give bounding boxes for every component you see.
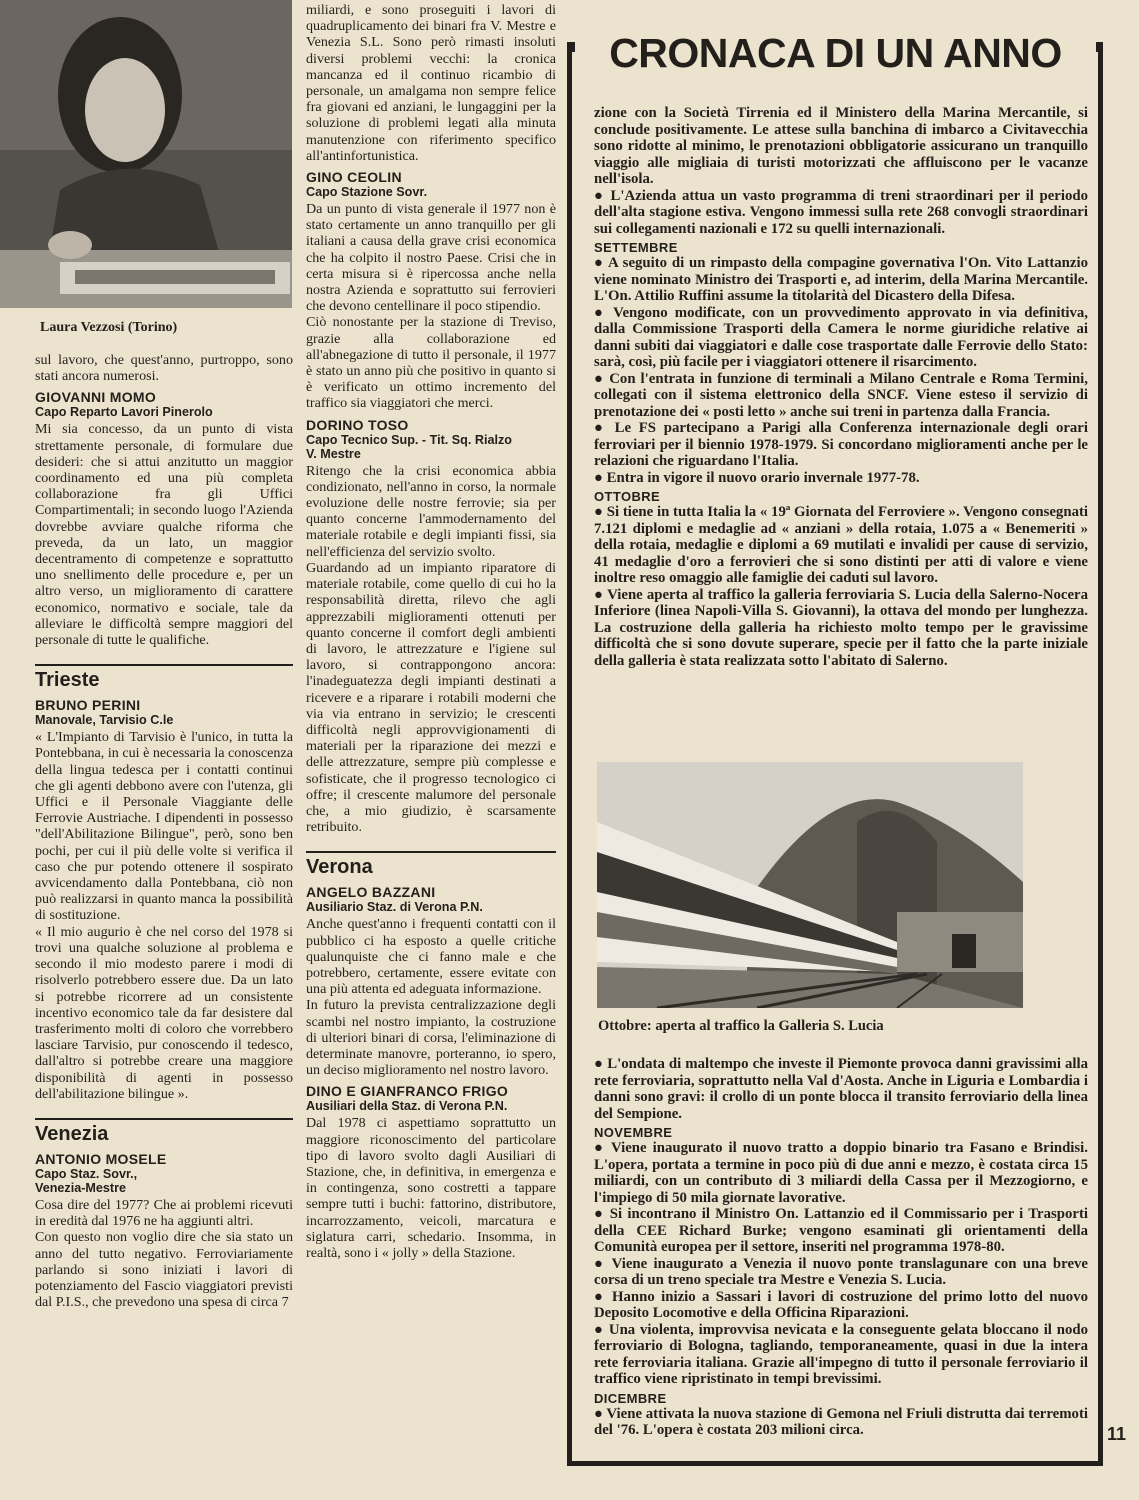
toso-name: DORINO TOSO [306,416,409,433]
chronicle-title: CRONACA DI UN ANNO [609,30,1062,76]
perini-text-1: « L'Impianto di Tarvisio è l'unico, in tutta la Pontebbana, in cui è necessaria la conoscenza della lingua tedesca per i contatti continui che gli agenti debbono avere con l'utenza, gli Uffici e il Personale Viaggiante delle Ferrovie Austriache. I dipendenti in possesso "dell'Abilitazione Bilingue", però, sono ben pochi, per cui il più delle volte si verifica il caso che pur potendo ottenere il sospirato avvicendamento dalla Pontebbana, ciò non può realizzarsi in quanto manca la possibilità di sostituzione. [35,729,293,924]
intro-paragraph: zione con la Società Tirrenia ed il Ministero della Marina Mercantile, si conclude positivamente. Le attese sulla banchina di imbarco a Civitavecchia sono ridotte al minimo, le prenotazioni obbligatorie assicurano un tranquillo viaggio alle migliaia di turisti motorizzati che affluiscono per le vacanze nell'isola. [594,105,1088,187]
ottobre-item-3: ● L'ondata di maltempo che investe il Piemonte provoca danni gravissimi alla rete ferroviaria, soprattutto nella Val d'Aosta. Anche in Liguria e Lombardia i danni sono gravi: il crollo di un ponte blocca il transito ferroviario della linea del Sempione. [594,1056,1088,1122]
train-photo [597,762,1023,1008]
chronicle-top-text [594,105,1088,669]
novembre-item-1: ● Viene inaugurato il nuovo tratto a doppio binario tra Fasano e Brindisi. L'opera, portata a termine in poco più di due anni e mezzo, è costata circa 15 miliardi, con un contributo di 3 miliardi della Cassa per il Mezzogiorno, e l'impiego di 50 mila giornate lavorative. [594,1140,1088,1206]
bazzani-role: Ausiliario Staz. di Verona P.N. [306,900,483,915]
settembre-item-4: ● Le FS partecipano a Parigi alla Conferenza internazionale degli orari ferroviari per il biennio 1978-1979. Si concordano miglioramenti anche per le relazioni che riguardano l'Italia. [594,420,1088,469]
left-text [35,352,293,1310]
novembre-item-5: ● Una violenta, improvvisa nevicata e la conseguente gelata bloccano il nodo ferroviario di Bologna, tagliando, temporaneamente, quasi in due la intera rete ferroviaria italiana. Grazie all'impegno di tutto il personale ferroviario il traffico viene ripristinato in tempi brevissimi. [594,1321,1088,1387]
mosele-continued: miliardi, e sono proseguiti i lavori di quadruplicamento dei binari fra V. Mestre e Venezia S.L. Sono però rimasti insoluti diversi problemi vecchi: la cronica mancanza ed il continuo ricambio di personale, un amalgama non sempre felice fra giovani ed anziani, le lungaggini per la soluzione di problemi legati alla minuta manutenzione con riferimento specifico all'antinfortunistica. [306,2,556,164]
ceolin-text-2: Ciò nonostante per la stazione di Treviso, grazie alla collaborazione ed all'abnegazione di tutto il personale, il 1977 è stato un anno più che positivo in quanto si è verificato un ottimo incremento del traffico sia viaggiatori che merci. [306,314,556,412]
bazzani-text-2: In futuro la prevista centralizzazione degli scambi nel nostro impianto, la costruzione di ulteriori binari di corsa, l'eliminazione di determinate manovre, porteranno, io spero, un deciso miglioramento nel nostro lavoro. [306,997,556,1079]
settembre-item-1: ● A seguito di un rimpasto della compagine governativa l'On. Vito Lattanzio viene nominato Ministro dei Trasporti e, ad interim, della Marina Mercantile. L'On. Attilio Ruffini assume la titolarità del Dicastero della Difesa. [594,255,1088,304]
momo-name: GIOVANNI MOMO [35,389,157,406]
mosele-role-1: Capo Staz. Sovr., [35,1166,138,1181]
mosele-role-2: Venezia-Mestre [35,1180,126,1195]
momo-text: Mi sia concesso, da un punto di vista strettamente personale, di formulare due desideri: che si attui anzitutto un maggior coordinamento ed una più completa collaborazione fra gli Uffici Compartimentali; in secondo luogo l'Azienda dovrebbe avviare qualche riforma che preveda, da un lato, un maggior decentramento di competenze e soprattutto uno snellimento delle procedure e, per un altro verso, un miglioramento di carattere economico, normativo e sociale, tale da alleviare le difficoltà sempre maggiori del personale di tutte le qualifiche. [35,421,293,649]
section-trieste: Trieste [35,664,293,692]
dicembre-item-1: ● Viene attivata la nuova stazione di Gemona nel Friuli distrutta dai terremoti del '76. L'opera è costata 203 milioni circa. [594,1405,1088,1438]
mosele-text-2: Con questo non voglio dire che sia stato un anno del tutto negativo. Ferroviariamente parlando si sono iniziati i lavori di potenziamento del Fascio viaggiatori previsti dal P.I.S., che prevedono una spesa di circa 7 [35,1229,293,1311]
intro-text: sul lavoro, che quest'anno, purtroppo, sono stati ancora numerosi. [35,352,293,385]
settembre-item-2: ● Vengono modificate, con un provvedimento approvato in via definitiva, dalla Commissione Trasporti della Camera le norme giuridiche relative ai danni subiti dai viaggiatori e dalle cose trasportate dalle Ferrovie dello Stato: sarà, così, più facile per i viaggiatori ottenere il risarcimento. [594,304,1088,370]
ottobre-item-1: ● Si tiene in tutta Italia la « 19ª Giornata del Ferroviere ». Vengono consegnati 7.121 diplomi e medaglie ad « anziani » della rotaia, 1.075 a « Benemeriti » della rotaia, medaglie e diplomi a 69 mutilati e invalidi per cause di servizio, 41 medaglie d'oro a ferrovieri che si sono distinti per atti di valore e viene inoltre reso omaggio alle famiglie dei caduti sul lavoro. [594,504,1088,586]
mosele-text-1: Cosa dire del 1977? Che ai problemi ricevuti in eredità dal 1976 ne ha aggiunti altri. [35,1196,293,1230]
train-photo-caption: Ottobre: aperta al traffico la Galleria S. Lucia [598,1018,884,1034]
frigo-name: DINO E GIANFRANCO FRIGO [306,1083,509,1100]
toso-role-2: V. Mestre [306,446,361,461]
section-verona: Verona [306,851,556,879]
month-ottobre: OTTOBRE [594,489,661,504]
portrait-photo [0,0,292,308]
portrait-image [0,0,292,308]
chronicle-bottom-text [594,1056,1088,1439]
ceolin-role: Capo Stazione Sovr. [306,185,428,200]
settembre-item-5: ● Entra in vigore il nuovo orario invernale 1977-78. [594,469,920,486]
novembre-item-4: ● Hanno inizio a Sassari i lavori di costruzione del primo lotto del nuovo Deposito Locomotive e della Officina Riparazioni. [594,1288,1088,1321]
perini-role: Manovale, Tarvisio C.le [35,713,174,728]
toso-text-2: Guardando ad un impianto riparatore di materiale rotabile, come quello di cui ho la responsabilità diretta, rilevo che agli apprezzabili miglioramenti ottenuti per quanto concerne il comfort degli ambienti di lavoro, le attrezzature e l'igiene sul lavoro, si contrappongono ancora: l'inadeguatezza degli impianti destinati a ricevere e a riparare i rotabili moderni che via via entrano in servizio; le crescenti difficoltà negli approvvigionamenti di materiali per la riparazione dei mezzi e delle attrezzature, sempre più complesse e sofisticate, che il progresso tecnologico ci offre; il crescente malumore del personale che, a mio giudizio, è scarsamente retribuito. [306,559,556,836]
mosele-name: ANTONIO MOSELE [35,1150,167,1167]
column-middle [306,2,556,1261]
frigo-role: Ausiliari della Staz. di Verona P.N. [306,1099,508,1114]
ceolin-text-1: Da un punto di vista generale il 1977 non è stato certamente un anno tranquillo per gli italiani a causa della grave crisi economica che ha colpito il nostro Paese. Crisi che in certa misura si è ripercossa anche nella nostra Azienda e soprattutto sui ferrovieri che devono centellinare il poco stipendio. [306,201,556,315]
frigo-text: Dal 1978 ci aspettiamo soprattutto un maggiore riconoscimento del particolare tipo di lavoro svolto dagli Ausiliari di Stazione, che, in definitiva, in emergenza e in contingenza, sono costretti a tappare sempre tutti i buchi: fattorino, distributore, incarrozzamento, veicoli, marcatura e siglatura carri, schedario. Insomma, in realtà, sono i « jolly » della Stazione. [306,1115,556,1261]
momo-role: Capo Reparto Lavori Pinerolo [35,405,213,420]
novembre-item-2: ● Si incontrano il Ministro On. Lattanzio ed il Commissario per i Trasporti della CEE Richard Burke; vengono esaminati gli orientamenti della Comunità europea per il settore, inseriti nel programma 1978-80. [594,1206,1088,1255]
toso-role-1: Capo Tecnico Sup. - Tit. Sq. Rialzo [306,432,512,447]
august-item: ● L'Azienda attua un vasto programma di treni straordinari per il periodo dell'alta stagione estiva. Vengono immessi sulla rete 268 convogli straordinari sui collegamenti nazionali e 172 su quelli internazionali. [594,187,1088,237]
novembre-item-3: ● Viene inaugurato a Venezia il nuovo ponte translagunare con una breve corsa di un treno speciale tra Mestre e Venezia S. Lucia. [594,1255,1088,1288]
ceolin-name: GINO CEOLIN [306,169,402,186]
page-number: 11 [1106,1424,1126,1444]
month-novembre: NOVEMBRE [594,1125,673,1140]
ottobre-item-2: ● Viene aperta al traffico la galleria ferroviaria S. Lucia della Salerno-Nocera Inferiore (linea Napoli-Villa S. Giovanni), la ottava del mondo per lunghezza. La costruzione della galleria ha richiesto molto tempo per le gravissime difficoltà che si sono dovute superare, specie per il fatto che la parte iniziale della galleria è stata realizzata sotto l'abitato di Salerno. [594,586,1088,669]
month-dicembre: DICEMBRE [594,1390,667,1406]
toso-text-1: Ritengo che la crisi economica abbia condizionato, nell'anno in corso, la normale evoluzione delle nostre ferrovie; sia per quanto concerne l'ammodernamento del materiale rotabile e degli impianti fissi, sia nell'efficienza del servizio svolto. [306,462,556,560]
month-settembre: SETTEMBRE [594,240,678,255]
settembre-item-3: ● Con l'entrata in funzione di terminali a Milano Centrale e Roma Termini, collegati con il sistema elettronico della SNCF. Viene esteso il servizio di prenotazione dei « posti letto » anche sui treni in partenza dalla Francia. [594,370,1088,420]
perini-name: BRUNO PERINI [35,697,141,714]
perini-text-2: « Il mio augurio è che nel corso del 1978 si trovi una qualche soluzione al problema e secondo il mio modesto parere i modi di risolverlo potrebbero essere due. Da un lato si potrebbe ricorrere ad un consistente incentivo economico tale da far desistere dal trasferimento molti di coloro che vorrebbero lasciare Tarvisio, pur conoscendo il tedesco, dall'altro si potrebbe creare una maggiore disponibilità di agenti in possesso dell'abilitazione bilingue ». [35,923,293,1102]
box-corner-right [1096,42,1103,52]
portrait-caption: Laura Vezzosi (Torino) [40,320,178,335]
bazzani-text-1: Anche quest'anno i frequenti contatti con il pubblico ci ha esposto a quelle critiche qualunquiste che ci fanno male e che potrebbero, certamente, essere evitate con una più attenta ed adeguata informazione. [306,916,556,998]
section-venezia: Venezia [35,1118,293,1146]
train-image [597,762,1023,1008]
box-corner-left [567,42,575,52]
bazzani-name: ANGELO BAZZANI [306,884,436,901]
